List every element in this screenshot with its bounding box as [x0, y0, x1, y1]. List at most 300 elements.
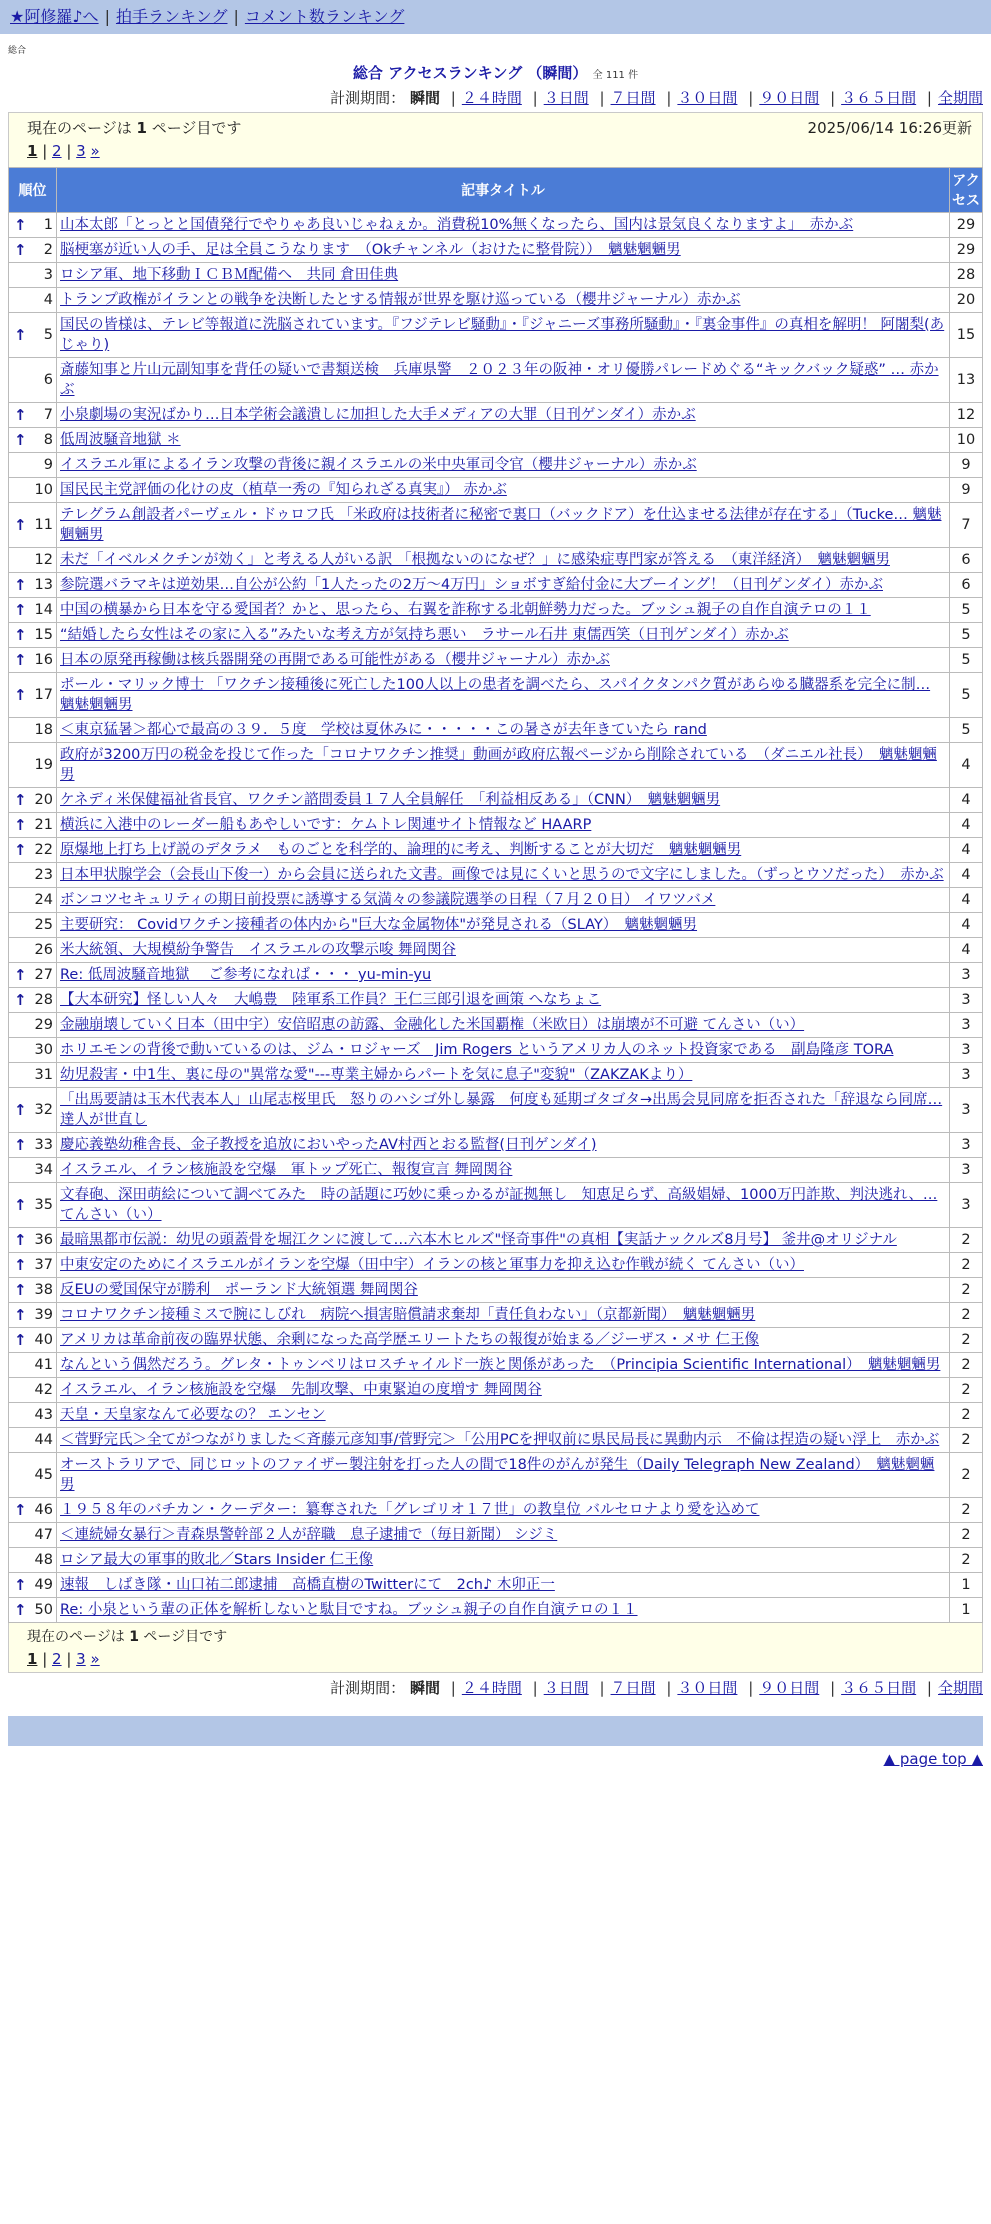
- table-row: [9, 548, 983, 573]
- up-arrow-icon: ↑: [14, 576, 27, 594]
- period-link-90d[interactable]: ９０日間: [759, 1679, 820, 1697]
- access-count: 3: [950, 1158, 983, 1183]
- rank-number: 13: [34, 577, 53, 593]
- rank-number: 4: [43, 292, 53, 308]
- title-cell: [57, 1403, 950, 1428]
- period-separator: |: [830, 1679, 836, 1697]
- title-cell: [57, 1158, 950, 1183]
- period-separator: |: [450, 1679, 456, 1697]
- title-cell: [57, 1428, 950, 1453]
- rank-number: 47: [34, 1527, 53, 1543]
- ranking-rows: [9, 213, 983, 1623]
- table-row: [9, 1548, 983, 1573]
- table-row: [9, 478, 983, 503]
- period-link-all[interactable]: 全期間: [937, 1679, 983, 1697]
- article-link[interactable]: ＜連続婦女暴行＞青森県警幹部２人が辞職 息子逮捕で（毎日新聞） シジミ: [60, 1527, 558, 1543]
- period-link-30d[interactable]: ３０日間: [677, 89, 738, 107]
- rank-number: 25: [34, 917, 53, 933]
- rank-cell: [9, 1063, 57, 1088]
- up-arrow-icon: ↑: [14, 1256, 27, 1274]
- title-cell: [57, 1498, 950, 1523]
- title-cell: [57, 1353, 950, 1378]
- table-row: [9, 1088, 983, 1133]
- access-count: 29: [950, 213, 983, 238]
- title-cell: [57, 718, 950, 743]
- page-top-link[interactable]: ▲ page top ▲: [883, 1750, 983, 1768]
- table-row: [9, 1328, 983, 1353]
- title-cell: [57, 1303, 950, 1328]
- header-access: アクセス: [950, 168, 983, 213]
- rank-cell: [9, 1328, 57, 1353]
- up-arrow-icon: ↑: [14, 406, 27, 424]
- article-link[interactable]: 文春砲、深田萌絵について調べてみた 時の話題に巧妙に乗っかるが証拠無し 知恵足らず、高級娼婦、1000万円詐欺、判決逃れ、… てんさい（い）: [60, 1187, 938, 1223]
- table-row: [9, 1573, 983, 1598]
- title-cell: [57, 1228, 950, 1253]
- table-row: [9, 453, 983, 478]
- title-cell: [57, 548, 950, 573]
- table-header-row: [9, 168, 983, 213]
- rank-cell: [9, 913, 57, 938]
- access-count: 1: [950, 1598, 983, 1623]
- rank-cell: [9, 1573, 57, 1598]
- access-count: 6: [950, 548, 983, 573]
- rank-cell: [9, 263, 57, 288]
- table-row: [9, 623, 983, 648]
- article-link[interactable]: 斎藤知事と片山元副知事を背任の疑いで書類送検 兵庫県警 ２０２３年の阪神・オリ優勝パレードめぐる“キックバック疑惑” … 赤かぶ: [60, 362, 939, 398]
- article-link[interactable]: テレグラム創設者パーヴェル・ドゥロフ氏 「米政府は技術者に秘密で裏口（バックドア）を仕込ませる法律が存在する」（Tucke… 魑魅魍魎男: [60, 507, 942, 543]
- access-count: 2: [950, 1378, 983, 1403]
- period-link-7d[interactable]: ７日間: [610, 1679, 656, 1697]
- period-separator: |: [666, 1679, 672, 1697]
- rank-number: 33: [34, 1137, 53, 1153]
- title-cell: [57, 1278, 950, 1303]
- table-row: [9, 1013, 983, 1038]
- article-link[interactable]: 低周波騒音地獄 ＊: [60, 432, 181, 448]
- updated-timestamp: 2025/06/14 16:26更新: [807, 119, 972, 137]
- rank-number: 37: [34, 1257, 53, 1273]
- title-cell: [57, 888, 950, 913]
- access-count: 2: [950, 1523, 983, 1548]
- title-cell: [57, 288, 950, 313]
- rank-number: 11: [34, 517, 53, 533]
- article-link[interactable]: 天皇・天皇家なんて必要なの？ エンセン: [60, 1407, 326, 1423]
- period-link-365d[interactable]: ３６５日間: [841, 1679, 917, 1697]
- period-separator: |: [599, 1679, 605, 1697]
- period-link-90d[interactable]: ９０日間: [759, 89, 820, 107]
- table-row: [9, 1133, 983, 1158]
- up-arrow-icon: ↑: [14, 1136, 27, 1154]
- access-count: 15: [950, 313, 983, 358]
- title-cell: [57, 743, 950, 788]
- article-link[interactable]: ＜東京猛暑＞都心で最高の３９．５度 学校は夏休みに・・・・・この暑さが去年きていたら rand: [60, 722, 707, 738]
- rank-number: 27: [34, 967, 53, 983]
- up-arrow-icon: ↑: [14, 686, 27, 704]
- article-link[interactable]: アメリカは革命前夜の臨界状態、余剰になった高学歴エリートたちの報復が始まる／ジーザス・メサ 仁王像: [60, 1332, 760, 1348]
- title-cell: [57, 1063, 950, 1088]
- access-count: 2: [950, 1428, 983, 1453]
- rank-number: 46: [34, 1502, 53, 1518]
- access-count: 2: [950, 1253, 983, 1278]
- rank-cell: [9, 213, 57, 238]
- rank-number: 9: [43, 457, 53, 473]
- up-arrow-icon: ↑: [14, 626, 27, 644]
- article-link[interactable]: イスラエル、イラン核施設を空爆 軍トップ死亡、報復宣言 舞岡関谷: [60, 1162, 513, 1178]
- article-link[interactable]: トランプ政権がイランとの戦争を決断したとする情報が世界を駆け巡っている（櫻井ジャーナル）赤かぶ: [60, 292, 741, 308]
- article-link[interactable]: 国民の皆様は、テレビ等報道に洗脳されています。『フジテレビ騒動』・『ジャニーズ事務所騒動』・『裏金事件』の真相を解明！ 阿闍梨(あじゃり): [60, 317, 945, 353]
- title-cell: [57, 988, 950, 1013]
- rank-cell: [9, 478, 57, 503]
- period-current: 瞬間: [409, 89, 440, 107]
- title-cell: [57, 1598, 950, 1623]
- title-cell: [57, 238, 950, 263]
- article-link[interactable]: 「出馬要請は玉木代表本人」山尾志桜里氏 怒りのハシゴ外し暴露 何度も延期ゴタゴタ→出馬会見同席を拒否された「辞退なら同席… 達人が世直し: [60, 1092, 943, 1128]
- article-link[interactable]: 横浜に入港中のレーダー船もあやしいです：ケムトレ関連サイト情報など HAARP: [60, 817, 592, 833]
- rank-cell: [9, 313, 57, 358]
- access-count: 20: [950, 288, 983, 313]
- footer-info-suffix: ページ目です: [143, 1629, 228, 1645]
- article-link[interactable]: Re: 低周波騒音地獄 ご参考になれば・・・ yu-min-yu: [60, 967, 432, 983]
- article-link[interactable]: 慶応義塾幼稚舎長、金子教授を追放においやったAV村西とおる監督(日刊ゲンダイ): [60, 1137, 597, 1153]
- title-cell: [57, 863, 950, 888]
- pager-link-2[interactable]: 2: [52, 1650, 62, 1668]
- rank-number: 8: [43, 432, 53, 448]
- up-arrow-icon: ↑: [14, 1281, 27, 1299]
- article-link[interactable]: ロシア軍、地下移動ＩＣＢＭ配備へ 共同 倉田佳典: [60, 267, 399, 283]
- period-link-365d[interactable]: ３６５日間: [841, 89, 917, 107]
- up-arrow-icon: ↑: [14, 1306, 27, 1324]
- header-rank: 順位: [9, 168, 57, 213]
- article-link[interactable]: ホリエモンの背後で動いているのは、ジム・ロジャーズ Jim Rogers というアメリカ人のネット投資家である 副島隆彦 TORA: [60, 1042, 894, 1058]
- up-arrow-icon: ↑: [14, 991, 27, 1009]
- article-link[interactable]: イスラエル軍によるイラン攻撃の背後に親イスラエルの米中央軍司令官（櫻井ジャーナル）赤かぶ: [60, 457, 697, 473]
- access-count: 3: [950, 1063, 983, 1088]
- up-arrow-icon: ↑: [14, 1601, 27, 1619]
- rank-number: 19: [34, 757, 53, 773]
- title-cell: [57, 1253, 950, 1278]
- access-count: 13: [950, 358, 983, 403]
- title-cell: [57, 358, 950, 403]
- title-cell: [57, 503, 950, 548]
- rank-cell: [9, 1523, 57, 1548]
- article-link[interactable]: ロシア最大の軍事的敗北／Stars Insider 仁王像: [60, 1552, 374, 1568]
- rank-number: 24: [34, 892, 53, 908]
- ranking-container: [8, 112, 983, 1673]
- article-link[interactable]: 幼児殺害・中1生、裏に母の"異常な愛"---専業主婦からパートを気に息子"変貌"（ZAKZAKより）: [60, 1067, 693, 1083]
- access-count: 2: [950, 1403, 983, 1428]
- article-link[interactable]: コロナワクチン接種ミスで腕にしびれ 病院へ損害賠償請求棄却「責任負わない」（京都新聞） 魑魅魍魎男: [60, 1307, 756, 1323]
- rank-cell: [9, 963, 57, 988]
- access-count: 5: [950, 648, 983, 673]
- period-separator: |: [450, 89, 456, 107]
- title-cell: [57, 1183, 950, 1228]
- title-cell: [57, 428, 950, 453]
- up-arrow-icon: ↑: [14, 841, 27, 859]
- article-link[interactable]: ケネディ米保健福祉省長官、ワクチン諮問委員１７人全員解任 「利益相反ある」（CNN） 魑魅魍魎男: [60, 792, 721, 808]
- rank-cell: [9, 1598, 57, 1623]
- pager-top: 1 | 2 | 3 »: [27, 142, 100, 160]
- article-link[interactable]: 反EUの愛国保守が勝利 ポーランド大統領選 舞岡関谷: [60, 1282, 418, 1298]
- title-cell: [57, 1523, 950, 1548]
- title-cell: [57, 913, 950, 938]
- table-row: [9, 1353, 983, 1378]
- article-link[interactable]: 未だ「イベルメクチンが効く」と考える人がいる訳 「根拠ないのになぜ？」に感染症専門家が答える （東洋経済） 魑魅魍魎男: [60, 552, 890, 568]
- rank-number: 28: [34, 992, 53, 1008]
- table-row: [9, 1228, 983, 1253]
- table-row: [9, 938, 983, 963]
- article-link[interactable]: 小泉劇場の実況ばかり…日本学術会議潰しに加担した大手メディアの大罪（日刊ゲンダイ）赤かぶ: [60, 407, 696, 423]
- article-link[interactable]: Re: 小泉という輩の正体を解析しないと駄目ですね。ブッシュ親子の自作自演テロの１１: [60, 1602, 638, 1618]
- period-link-30d[interactable]: ３０日間: [677, 1679, 738, 1697]
- rank-cell: [9, 888, 57, 913]
- article-link[interactable]: 米大統領、大規模紛争警告 イスラエルの攻撃示唆 舞岡関谷: [60, 942, 456, 958]
- access-count: 2: [950, 1453, 983, 1498]
- rank-cell: [9, 718, 57, 743]
- article-link[interactable]: ＜菅野完氏＞全てがつながりました＜斉藤元彦知事/菅野完＞「公用PCを押収前に県民局長に異動内示 不倫は捏造の疑い浮上 赤かぶ: [60, 1432, 940, 1448]
- table-row: [9, 288, 983, 313]
- article-link[interactable]: 日本甲状腺学会（会長山下俊一）から会員に送られた文書。画像では見にくいと思うので文字にしました。（ずっとウソだった） 赤かぶ: [60, 867, 944, 883]
- footer-info-prefix: 現在のページは: [27, 1629, 125, 1645]
- article-link[interactable]: 【大本研究】怪しい人々 大嶋豊 陸軍系工作員？王仁三郎引退を画策 へなちょこ: [60, 992, 602, 1008]
- table-row: [9, 238, 983, 263]
- access-count: 3: [950, 963, 983, 988]
- nav-link-asyura[interactable]: ★阿修羅♪へ: [10, 7, 99, 26]
- page-info-prefix: 現在のページは: [27, 119, 132, 137]
- access-count: 9: [950, 478, 983, 503]
- rank-number: 49: [34, 1577, 53, 1593]
- title-cell: [57, 788, 950, 813]
- rank-number: 42: [34, 1382, 53, 1398]
- rank-cell: [9, 1378, 57, 1403]
- period-separator: |: [830, 89, 836, 107]
- pager-next[interactable]: »: [90, 1650, 100, 1668]
- rank-cell: [9, 1353, 57, 1378]
- access-count: 4: [950, 838, 983, 863]
- rank-cell: [9, 1498, 57, 1523]
- rank-cell: [9, 838, 57, 863]
- rank-cell: [9, 743, 57, 788]
- article-link[interactable]: なんという偶然だろう。グレタ・トゥンベリはロスチャイルド一族と関係があった （Principia Scientific International） 魑魅魍魎男: [60, 1357, 941, 1373]
- pager-link-2[interactable]: 2: [52, 142, 62, 160]
- table-row: [9, 1303, 983, 1328]
- rank-cell: [9, 573, 57, 598]
- period-link-7d[interactable]: ７日間: [610, 89, 656, 107]
- up-arrow-icon: ↑: [14, 241, 27, 259]
- rank-number: 20: [34, 792, 53, 808]
- pager-next[interactable]: »: [90, 142, 100, 160]
- up-arrow-icon: ↑: [14, 816, 27, 834]
- period-link-all[interactable]: 全期間: [937, 89, 983, 107]
- access-count: 5: [950, 673, 983, 718]
- rank-number: 40: [34, 1332, 53, 1348]
- rank-number: 16: [34, 652, 53, 668]
- article-link[interactable]: 政府が3200万円の税金を投じて作った「コロナワクチン推奨」動画が政府広報ページから削除されている （ダニエル社長） 魑魅魍魎男: [60, 747, 937, 783]
- rank-number: 6: [43, 372, 53, 388]
- rank-cell: [9, 1303, 57, 1328]
- title-cell: [57, 403, 950, 428]
- rank-cell: [9, 1428, 57, 1453]
- access-count: 2: [950, 1303, 983, 1328]
- table-row: [9, 428, 983, 453]
- table-row: [9, 313, 983, 358]
- rank-cell: [9, 403, 57, 428]
- rank-cell: [9, 358, 57, 403]
- nav-link-applause-ranking[interactable]: 拍手ランキング: [115, 7, 228, 26]
- rank-cell: [9, 428, 57, 453]
- table-row: [9, 718, 983, 743]
- access-count: 4: [950, 888, 983, 913]
- up-arrow-icon: ↑: [14, 791, 27, 809]
- access-count: 12: [950, 403, 983, 428]
- rank-number: 14: [34, 602, 53, 618]
- period-link-24h[interactable]: ２４時間: [461, 1679, 522, 1697]
- access-count: 3: [950, 988, 983, 1013]
- period-selector: [0, 83, 991, 108]
- page-info-footer: [8, 1623, 983, 1673]
- table-row: [9, 673, 983, 718]
- rank-cell: [9, 788, 57, 813]
- page-info-number: 1: [136, 119, 147, 137]
- rank-cell: [9, 1013, 57, 1038]
- rank-number: 34: [34, 1162, 53, 1178]
- title-cell: [57, 453, 950, 478]
- rank-cell: [9, 1088, 57, 1133]
- table-row: [9, 888, 983, 913]
- period-separator: |: [926, 1679, 932, 1697]
- table-row: [9, 1278, 983, 1303]
- article-link[interactable]: 金融崩壊していく日本（田中宇）安倍昭恵の訪露、金融化した米国覇権（米欧日）は崩壊が不可避 てんさい（い）: [60, 1017, 805, 1033]
- rank-number: 36: [34, 1232, 53, 1248]
- article-link[interactable]: “結婚したら女性はその家に入る”みたいな考え方が気持ち悪い ラサール石井 東儒西笑（日刊ゲンダイ）赤かぶ: [60, 627, 789, 643]
- period-separator: |: [748, 1679, 754, 1697]
- title-cell: [57, 813, 950, 838]
- table-row: [9, 988, 983, 1013]
- rank-cell: [9, 1228, 57, 1253]
- article-link[interactable]: 原爆地上打ち上げ説のデタラメ ものごとを科学的、論理的に考え、判断することが大切だ 魑魅魍魎男: [60, 842, 742, 858]
- rank-number: 26: [34, 942, 53, 958]
- article-link[interactable]: 日本の原発再稼働は核兵器開発の再開である可能性がある（櫻井ジャーナル）赤かぶ: [60, 652, 610, 668]
- period-separator: |: [748, 89, 754, 107]
- period-link-3d[interactable]: ３日間: [543, 1679, 589, 1697]
- access-count: 5: [950, 623, 983, 648]
- period-separator: |: [599, 89, 605, 107]
- period-separator: |: [926, 89, 932, 107]
- rank-number: 45: [34, 1467, 53, 1483]
- access-count: 4: [950, 913, 983, 938]
- title-cell: [57, 1378, 950, 1403]
- rank-number: 30: [34, 1042, 53, 1058]
- footer-page-info: [27, 1626, 970, 1646]
- period-label: 計測期間：: [330, 89, 406, 107]
- rank-number: 35: [34, 1197, 53, 1213]
- table-row: [9, 1598, 983, 1623]
- category-tag: 総合: [8, 46, 27, 56]
- title-cell: [57, 1548, 950, 1573]
- nav-link-comment-ranking[interactable]: コメント数ランキング: [244, 7, 405, 26]
- table-row: [9, 358, 983, 403]
- table-row: [9, 503, 983, 548]
- rank-cell: [9, 863, 57, 888]
- rank-cell: [9, 503, 57, 548]
- up-arrow-icon: ↑: [14, 1196, 27, 1214]
- article-link[interactable]: １９５８年のバチカン・クーデター：纂奪された「グレゴリオ１７世」の教皇位 バルセロナより愛を込めて: [60, 1502, 760, 1518]
- rank-number: 41: [34, 1357, 53, 1373]
- table-row: [9, 1253, 983, 1278]
- up-arrow-icon: ↑: [14, 516, 27, 534]
- up-arrow-icon: ↑: [14, 966, 27, 984]
- pager-bottom: 1 | 2 | 3 »: [27, 1650, 100, 1668]
- article-link[interactable]: 国民民主党評価の化けの皮（植草一秀の『知られざる真実』） 赤かぶ: [60, 482, 507, 498]
- access-count: 3: [950, 1183, 983, 1228]
- rank-number: 5: [43, 327, 53, 343]
- article-link[interactable]: 脳梗塞が近い人の手、足は全員こうなります （Okチャンネル（おけたに整骨院）） 魑魅魍魎男: [60, 242, 681, 258]
- access-count: 3: [950, 1133, 983, 1158]
- nav-separator: |: [104, 7, 110, 26]
- title-cell: [57, 1573, 950, 1598]
- article-link[interactable]: オーストラリアで、同じロットのファイザー製注射を打った人の間で18件のがんが発生（Daily Telegraph New Zealand） 魑魅魍魎男: [60, 1457, 935, 1493]
- up-arrow-icon: ↑: [14, 431, 27, 449]
- pager-link-3[interactable]: 3: [76, 1650, 86, 1668]
- article-link[interactable]: 速報 しばき隊・山口祐二郎逮捕 高橋直樹のTwitterにて 2ch♪ 木卯正一: [60, 1577, 555, 1593]
- table-row: [9, 598, 983, 623]
- article-link[interactable]: 山本太郎「とっとと国債発行でやりゃあ良いじゃねぇか。消費税10%無くなったら、国内は景気良くなりますよ」 赤かぶ: [60, 217, 854, 233]
- title-cell: [57, 1088, 950, 1133]
- access-count: 6: [950, 573, 983, 598]
- article-link[interactable]: 主要研究： Covidワクチン接種者の体内から"巨大な金属物体"が発見される（SLAY） 魑魅魍魎男: [60, 917, 698, 933]
- pager-current: 1: [27, 142, 38, 160]
- table-row: [9, 838, 983, 863]
- rank-number: 29: [34, 1017, 53, 1033]
- access-count: 2: [950, 1328, 983, 1353]
- page-top: [0, 1746, 991, 1768]
- title-cell: [57, 1133, 950, 1158]
- period-link-3d[interactable]: ３日間: [543, 89, 589, 107]
- rank-cell: [9, 598, 57, 623]
- table-row: [9, 1403, 983, 1428]
- title-cell: [57, 263, 950, 288]
- article-link[interactable]: 中国の横暴から日本を守る愛国者？かと、思ったら、右翼を詐称する北朝鮮勢力だった。ブッシュ親子の自作自演テロの１１: [60, 602, 871, 618]
- page-info-suffix: ページ目です: [151, 119, 242, 137]
- pager-link-3[interactable]: 3: [76, 142, 86, 160]
- rank-cell: [9, 988, 57, 1013]
- table-row: [9, 213, 983, 238]
- table-row: [9, 263, 983, 288]
- article-link[interactable]: ポール・マリック博士 「ワクチン接種後に死亡した100人以上の患者を調べたら、スパイクタンパク質があらゆる臓器系を完全に制… 魑魅魍魎男: [60, 677, 931, 713]
- rank-number: 15: [34, 627, 53, 643]
- table-row: [9, 813, 983, 838]
- article-link[interactable]: 中東安定のためにイスラエルがイランを空爆（田中宇）イランの核と軍事力を抑え込む作戦が続く てんさい（い）: [60, 1257, 804, 1273]
- table-row: [9, 1453, 983, 1498]
- table-row: [9, 1183, 983, 1228]
- rank-number: 10: [34, 482, 53, 498]
- rank-number: 38: [34, 1282, 53, 1298]
- rank-number: 44: [34, 1432, 53, 1448]
- rank-cell: [9, 238, 57, 263]
- period-link-24h[interactable]: ２４時間: [461, 89, 522, 107]
- article-link[interactable]: 参院選バラマキは逆効果…自公が公約「1人たったの2万〜4万円」ショボすぎ給付金に大ブーイング！（日刊ゲンダイ）赤かぶ: [60, 577, 883, 593]
- period-separator: |: [666, 89, 672, 107]
- title-cell: [57, 963, 950, 988]
- article-link[interactable]: ボンコツセキュリティの期日前投票に誘導する気満々の参議院選挙の日程（７月２０日） イワツバメ: [60, 892, 716, 908]
- up-arrow-icon: ↑: [14, 651, 27, 669]
- table-row: [9, 788, 983, 813]
- access-count: 9: [950, 453, 983, 478]
- table-row: [9, 913, 983, 938]
- page-info-box: [8, 112, 983, 167]
- access-count: 3: [950, 1038, 983, 1063]
- article-link[interactable]: イスラエル、イラン核施設を空爆 先制攻撃、中東緊迫の度増す 舞岡関谷: [60, 1382, 542, 1398]
- access-count: 4: [950, 938, 983, 963]
- article-link[interactable]: 最暗黒都市伝説：幼児の頭蓋骨を堀江クンに渡して…六本木ヒルズ"怪奇事件"の真相【実話ナックルズ8月号】 釜井@オリジナル: [60, 1232, 897, 1248]
